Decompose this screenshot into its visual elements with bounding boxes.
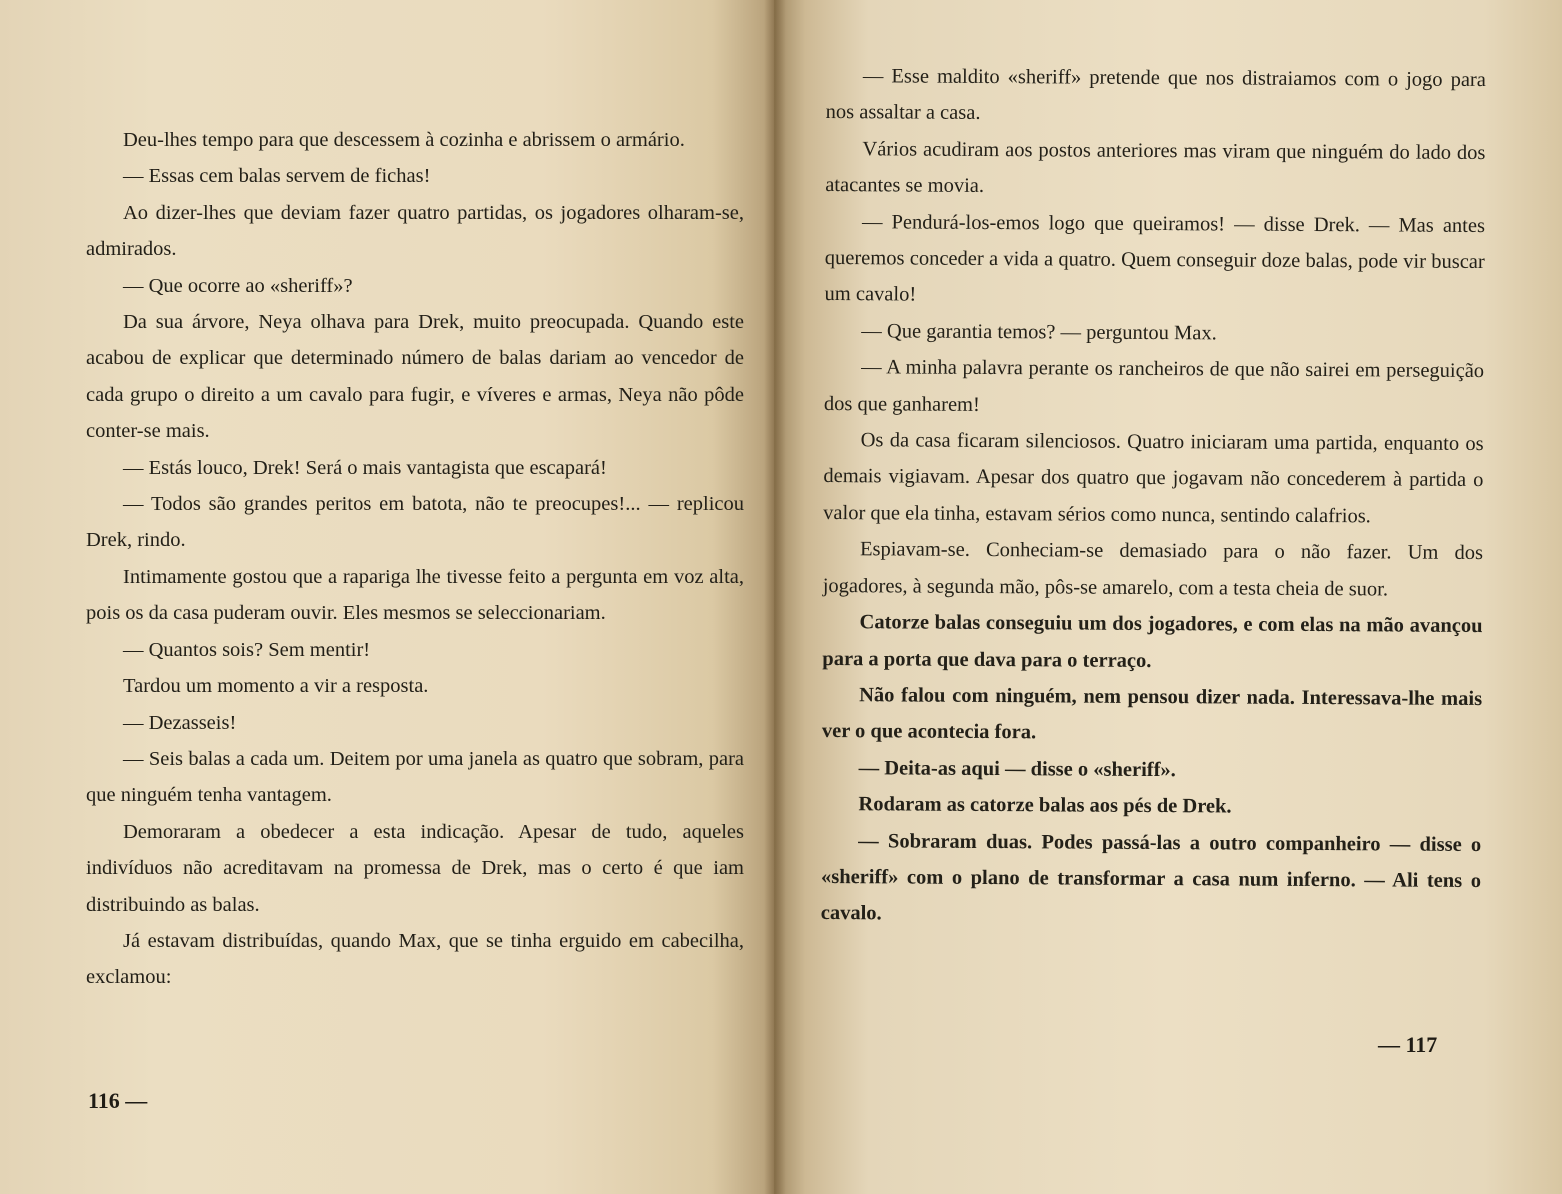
paragraph: — A minha palavra perante os rancheiros de que não sairei em perseguição dos que ganharem! — [823, 356, 1485, 416]
paragraph: Os da casa ficaram silenciosos. Quatro iniciaram uma partida, enquanto os demais vigiavam. Apesar dos quatro que jogavam não concederem à partida o valor que ela tinha, estavam sérios como nunca, sentindo calafrios. — [823, 429, 1484, 528]
paragraph: — Dezasseis! — [123, 711, 237, 734]
page-number-right: — 117 — [1378, 1032, 1438, 1057]
paragraph: — Esse maldito «sheriff» pretende que nos distraiamos com o jogo para nos assaltar a casa. — [825, 65, 1486, 125]
paragraph: — Pendurá-los-emos logo que queiramos! — disse Drek. — Mas antes queremos conceder a vida a quatro. Quem conseguir doze balas, pode vir buscar um cavalo! — [824, 210, 1486, 306]
paragraph: Catorze balas conseguiu um dos jogadores, e com elas na mão avançou para a porta que dava para o terraço. — [822, 611, 1483, 672]
paragraph: Tardou um momento a vir a resposta. — [123, 675, 429, 698]
paragraph: Rodaram as catorze balas aos pés de Drek. — [858, 793, 1232, 818]
left-page-text — [86, 122, 744, 996]
book-gutter — [764, 0, 786, 1194]
page-number-left: 116 — — [88, 1088, 148, 1113]
paragraph: — Seis balas a cada um. Deitem por uma janela as quatro que sobram, para que ninguém tenha vantagem. — [86, 747, 744, 807]
paragraph: Deu-lhes tempo para que descessem à cozinha e abrissem o armário. — [123, 129, 685, 151]
paragraph: Demoraram a obedecer a esta indicação. Apesar de tudo, aqueles indivíduos não acreditavam na promessa de Drek, mas o certo é que iam distribuindo as balas. — [86, 820, 744, 916]
left-page — [0, 0, 774, 1194]
paragraph: — Sobraram duas. Podes passá-las a outro companheiro — disse o «sheriff» com o plano de transformar a casa num inferno. — Ali tens o cavalo. — [820, 829, 1482, 925]
paragraph: — Que ocorre ao «sheriff»? — [123, 274, 353, 297]
paragraph: Não falou com ninguém, nem pensou dizer nada. Interessava-lhe mais ver o que acontecia fora. — [821, 684, 1483, 744]
paragraph: Da sua árvore, Neya olhava para Drek, muito preocupada. Quando este acabou de explicar que determinado número de balas dariam ao vencedor de cada grupo o direito a um cavalo para fugir, e víveres e armas, Neya não pôde conter-se mais. — [86, 311, 744, 443]
paragraph: — Estás louco, Drek! Será o mais vantagista que escapará! — [123, 456, 607, 479]
paragraph: Vários acudiram aos postos anteriores mas viram que ninguém do lado dos atacantes se movia. — [825, 138, 1486, 198]
paragraph: Já estavam distribuídas, quando Max, que se tinha erguido em cabecilha, exclamou: — [86, 929, 744, 989]
paragraph: — Que garantia temos? — perguntou Max. — [861, 320, 1217, 345]
paragraph: Intimamente gostou que a rapariga lhe tivesse feito a pergunta em voz alta, pois os da casa puderam ouvir. Eles mesmos se seleccionariam. — [86, 565, 744, 625]
paragraph: Espiavam-se. Conheciam-se demasiado para o não fazer. Um dos jogadores, à segunda mão, pôs-se amarelo, com a testa cheia de suor. — [822, 538, 1484, 601]
right-page-text — [821, 58, 1486, 936]
paragraph: — Quantos sois? Sem mentir! — [123, 638, 371, 661]
paragraph: — Essas cem balas servem de fichas! — [123, 165, 431, 188]
paragraph: — Deita-as aqui — disse o «sheriff». — [858, 756, 1176, 781]
paragraph: — Todos são grandes peritos em batota, não te preocupes!... — replicou Drek, rindo. — [86, 493, 744, 552]
paragraph: Ao dizer-lhes que deviam fazer quatro partidas, os jogadores olharam-se, admirados. — [86, 201, 744, 261]
